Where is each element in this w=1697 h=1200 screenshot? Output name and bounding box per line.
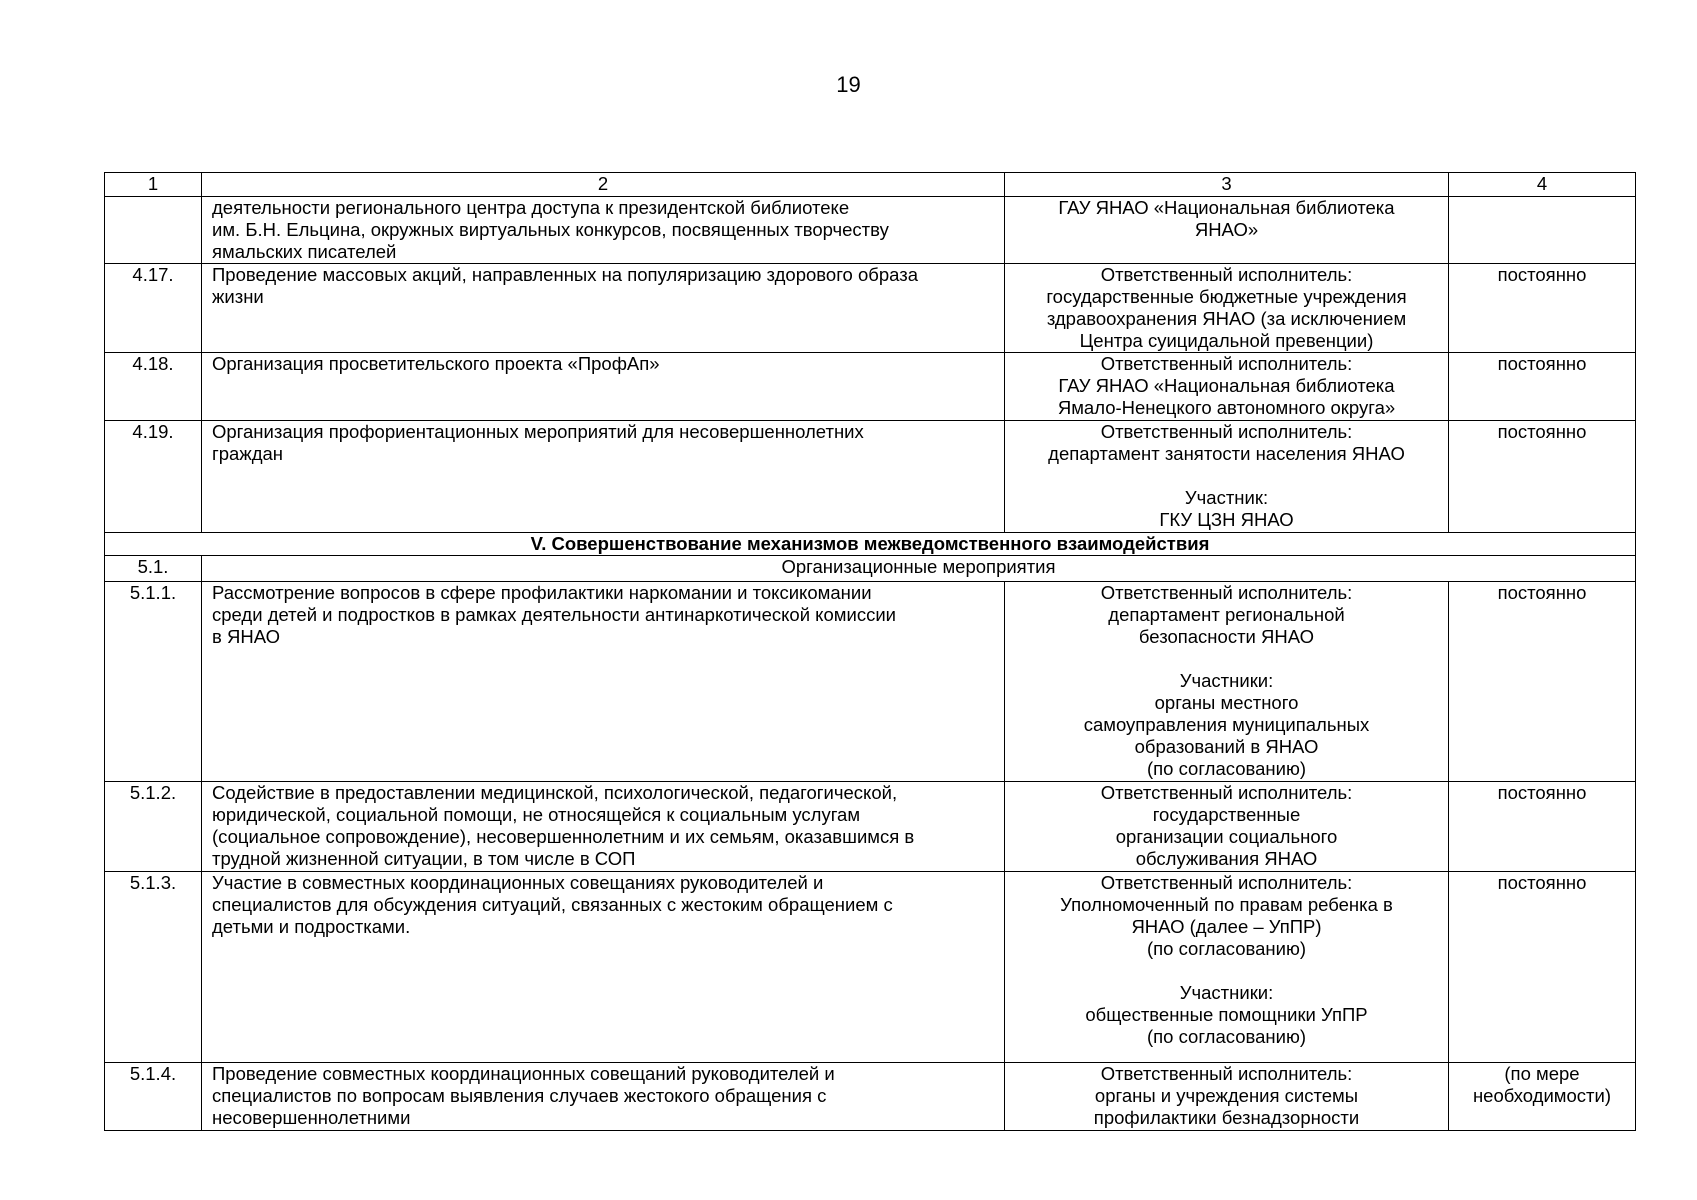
row-executor: Ответственный исполнитель: государственные бюджетные учреждения здравоохранения ЯНАО (за исключением Центра суицидальной превенции) [1005, 264, 1449, 353]
row-number: 5.1.3. [105, 872, 202, 1063]
table-row [105, 353, 1636, 421]
table-row [105, 264, 1636, 353]
row-activity: Участие в совместных координационных совещаниях руководителей и специалистов для обсуждения ситуаций, связанных с жестоким обращением с детьми и подростками. [202, 872, 1005, 1063]
table-row [105, 421, 1636, 533]
row-term: (по мере необходимости) [1449, 1063, 1636, 1131]
row-executor: Ответственный исполнитель: государственные организации социального обслуживания ЯНАО [1005, 782, 1449, 872]
action-plan-table [104, 172, 1636, 1131]
row-executor: Ответственный исполнитель: департамент региональной безопасности ЯНАО Участники: органы местного самоуправления муниципальных образований в ЯНАО (по согласованию) [1005, 582, 1449, 782]
table-row [105, 872, 1636, 1063]
table-header-row [105, 173, 1636, 197]
row-executor: ГАУ ЯНАО «Национальная библиотека ЯНАО» [1005, 197, 1449, 264]
row-number: 4.19. [105, 421, 202, 533]
row-activity: деятельности регионального центра доступа к президентской библиотеке им. Б.Н. Ельцина, окружных виртуальных конкурсов, посвященных творчеству ямальских писателей [202, 197, 1005, 264]
section-title: V. Совершенствование механизмов межведомственного взаимодействия [105, 533, 1636, 556]
column-header-2: 2 [202, 173, 1005, 197]
row-executor: Ответственный исполнитель: ГАУ ЯНАО «Национальная библиотека Ямало-Ненецкого автономного округа» [1005, 353, 1449, 421]
row-activity: Содействие в предоставлении медицинской, психологической, педагогической, юридической, социальной помощи, не относящейся к социальным услугам (социальное сопровождение), несовершеннолетним и их семьям, оказавшимся в трудной жизненной ситуации, в том числе в СОП [202, 782, 1005, 872]
row-term: постоянно [1449, 582, 1636, 782]
table-row [105, 582, 1636, 782]
row-number: 5.1.2. [105, 782, 202, 872]
row-term: постоянно [1449, 353, 1636, 421]
row-term: постоянно [1449, 782, 1636, 872]
row-term: постоянно [1449, 264, 1636, 353]
row-activity: Организация профориентационных мероприятий для несовершеннолетних граждан [202, 421, 1005, 533]
row-number: 5.1.1. [105, 582, 202, 782]
table-row [105, 197, 1636, 264]
row-number: 5.1.4. [105, 1063, 202, 1131]
row-activity: Проведение массовых акций, направленных на популяризацию здорового образа жизни [202, 264, 1005, 353]
subsection-number: 5.1. [105, 556, 202, 582]
row-executor: Ответственный исполнитель: органы и учреждения системы профилактики безнадзорности [1005, 1063, 1449, 1131]
row-activity: Проведение совместных координационных совещаний руководителей и специалистов по вопросам выявления случаев жестокого обращения с несовершеннолетними [202, 1063, 1005, 1131]
column-header-1: 1 [105, 173, 202, 197]
subsection-title: Организационные мероприятия [202, 556, 1636, 582]
section-heading-row [105, 533, 1636, 556]
table-row [105, 1063, 1636, 1131]
row-activity: Рассмотрение вопросов в сфере профилактики наркомании и токсикомании среди детей и подростков в рамках деятельности антинаркотической комиссии в ЯНАО [202, 582, 1005, 782]
page-number: 19 [836, 72, 861, 97]
column-header-4: 4 [1449, 173, 1636, 197]
row-number: 4.18. [105, 353, 202, 421]
row-term: постоянно [1449, 421, 1636, 533]
column-header-3: 3 [1005, 173, 1449, 197]
row-executor: Ответственный исполнитель: департамент занятости населения ЯНАО Участник: ГКУ ЦЗН ЯНАО [1005, 421, 1449, 533]
row-executor: Ответственный исполнитель: Уполномоченный по правам ребенка в ЯНАО (далее – УпПР) (по согласованию) Участники: общественные помощники УпПР (по согласованию) [1005, 872, 1449, 1063]
row-activity: Организация просветительского проекта «ПрофАп» [202, 353, 1005, 421]
table-row [105, 782, 1636, 872]
row-term [1449, 197, 1636, 264]
row-number [105, 197, 202, 264]
row-number: 4.17. [105, 264, 202, 353]
subsection-row [105, 556, 1636, 582]
row-term: постоянно [1449, 872, 1636, 1063]
